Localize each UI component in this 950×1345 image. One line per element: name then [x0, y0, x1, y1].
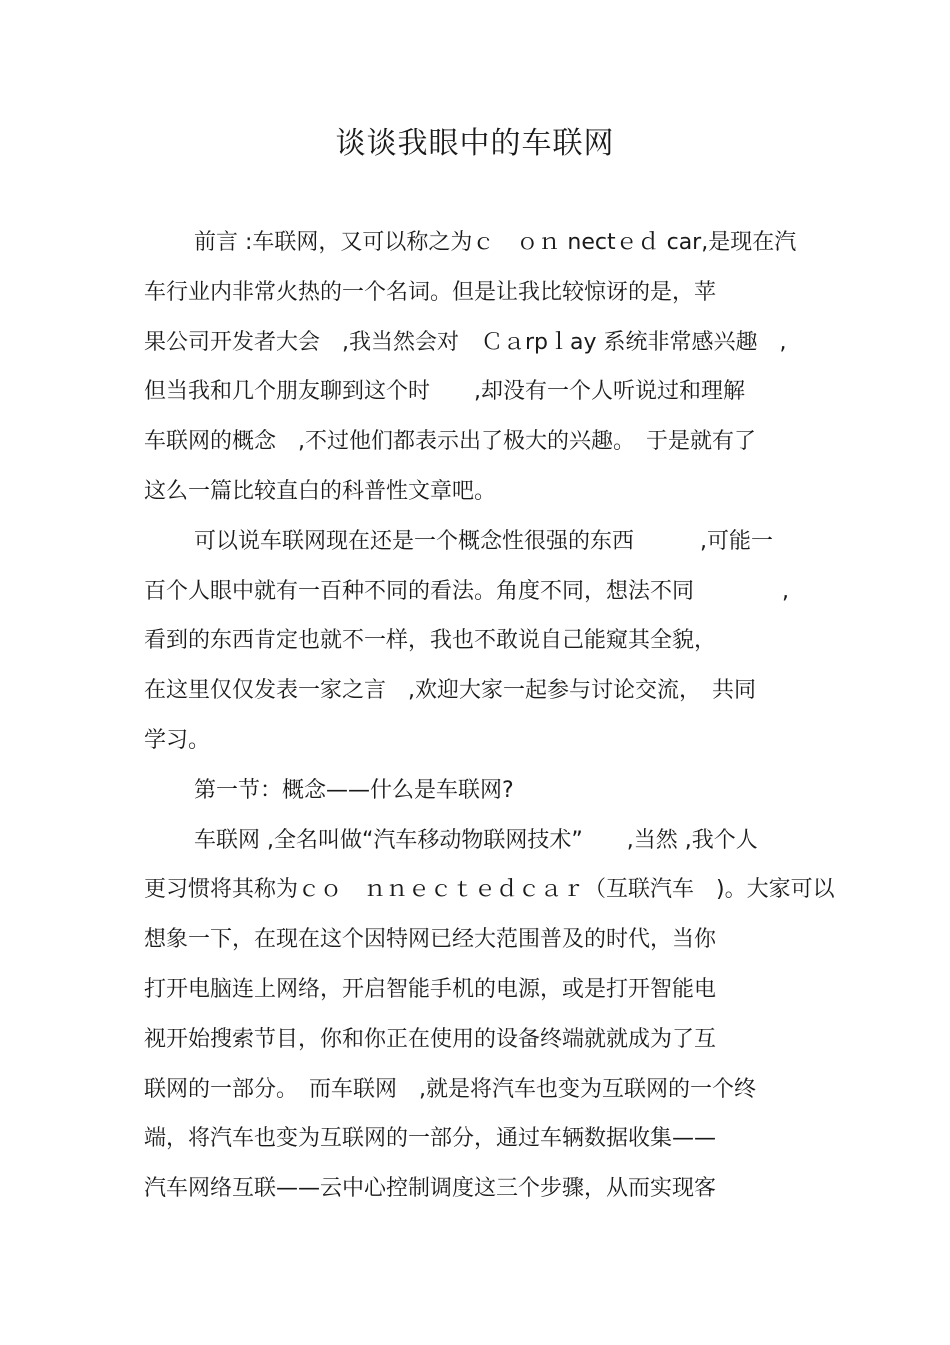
paragraph-line: 前言 :车联网，又可以称之为ｃ ｏｎ nectｅｄ car,是现在汽: [194, 230, 797, 255]
paragraph-line: 车行业内非常火热的一个名词。但是让我比较惊讶的是，苹: [144, 280, 717, 305]
paragraph-line: 可以说车联网现在还是一个概念性很强的东西 ,可能一: [194, 529, 773, 554]
paragraph-line: 但当我和几个朋友聊到这个时 ,却没有一个人听说过和理解: [144, 379, 745, 404]
paragraph-line: 果公司开发者大会 ,我当然会对 Ｃａrpｌay 系统非常感兴趣 ,: [144, 330, 787, 355]
paragraph-line: 看到的东西肯定也就不一样，我也不敢说自己能窥其全貌，: [144, 628, 717, 653]
paragraph-line: 端，将汽车也变为互联网的一部分，通过车辆数据收集——: [144, 1126, 717, 1151]
paragraph-line: 这么一篇比较直白的科普性文章吧。: [144, 479, 497, 504]
paragraph-line: 百个人眼中就有一百种不同的看法。角度不同，想法不同 ,: [144, 579, 789, 604]
paragraph-line: 学习。: [144, 728, 211, 753]
paragraph-line: 联网的一部分。 而车联网 ,就是将汽车也变为互联网的一个终: [144, 1077, 756, 1102]
section-heading: 第一节：概念——什么是车联网?: [194, 778, 514, 803]
paragraph-line: 在这里仅仅发表一家之言 ,欢迎大家一起参与讨论交流， 共同: [144, 678, 756, 703]
paragraph-line: 想象一下，在现在这个因特网已经大范围普及的时代，当你: [144, 927, 717, 952]
paragraph-line: 车联网 ,全名叫做“汽车移动物联网技术” ,当然 ,我个人: [194, 828, 758, 853]
paragraph-line: 打开电脑连上网络，开启智能手机的电源，或是打开智能电: [144, 977, 717, 1002]
paragraph-line: 视开始搜索节目，你和你正在使用的设备终端就就成为了互: [144, 1027, 717, 1052]
paragraph-line: 汽车网络互联——云中心控制调度这三个步骤，从而实现客: [144, 1176, 717, 1201]
document-title: 谈谈我眼中的车联网: [335, 126, 615, 161]
paragraph-line: 车联网的概念 ,不过他们都表示出了极大的兴趣。 于是就有了: [144, 429, 756, 454]
paragraph-line: 更习惯将其称为ｃｏ ｎｎｅｃｔｅｄｃａｒ（互联汽车 )。大家可以: [144, 877, 835, 902]
